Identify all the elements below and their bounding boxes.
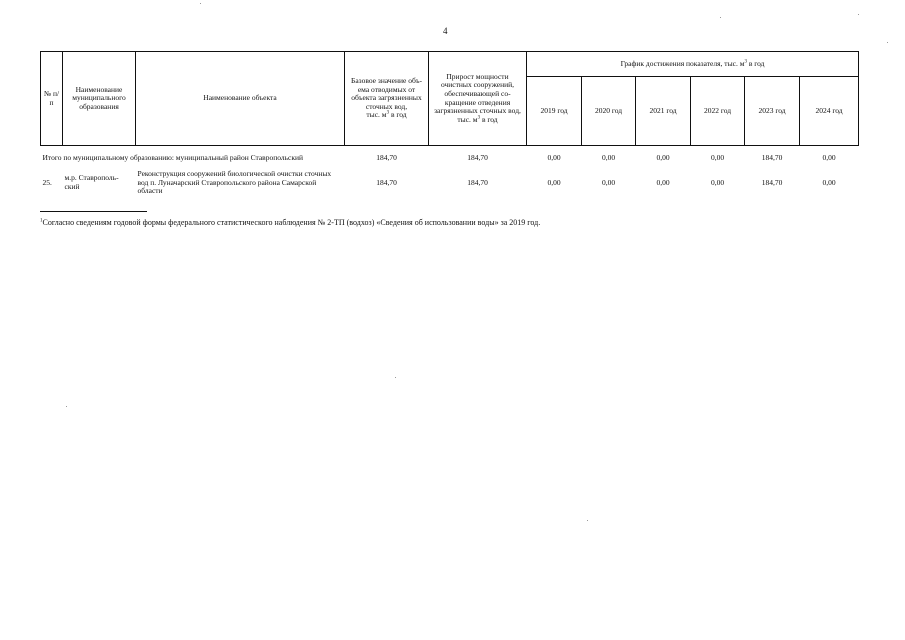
header-schedule-text: График достижения показателя, тыс. м [620, 58, 745, 68]
header-base-volume [345, 52, 429, 146]
table-row [41, 169, 859, 197]
row-num: 25. [42, 177, 52, 187]
header-year-2020: 2020 год [582, 77, 636, 146]
total-2021: 0,00 [656, 152, 670, 162]
total-label: Итого по муниципальному образованию: муниципальный район Ставропольский [42, 152, 304, 162]
header-object: Наименование объекта [136, 52, 345, 146]
row-2019: 0,00 [547, 177, 561, 187]
row-base: 184,70 [376, 177, 397, 187]
total-2023: 184,70 [761, 152, 783, 162]
total-increase: 184,70 [467, 152, 488, 162]
row-increase: 184,70 [467, 177, 488, 187]
header-year-2024: 2024 год [800, 77, 859, 146]
header-schedule [527, 52, 859, 77]
header-year-2021: 2021 год [636, 77, 691, 146]
header-municipality: Наименование муниципального образования [63, 52, 136, 146]
header-year-2022: 2022 год [691, 77, 745, 146]
header-base-text: Базовое значение объ-ема отводимых от объекта загрязненных сточных вод, [351, 75, 422, 111]
header-year-2023: 2023 год [745, 77, 800, 146]
row-2021: 0,00 [656, 177, 670, 187]
row-2024: 0,00 [822, 177, 836, 187]
header-increase-unit: тыс. м [457, 114, 478, 124]
row-2023: 184,70 [761, 177, 783, 187]
header-capacity-increase [429, 52, 527, 146]
header-schedule-sup: 3 [744, 59, 747, 65]
total-2022: 0,00 [710, 152, 725, 162]
header-base-unit: тыс. м [366, 110, 387, 120]
header-schedule-tail: в год [746, 58, 765, 68]
header-increase-text: Прирост мощности очистных сооружений, обеспечивающей со-кращение отведения загрязненных сточных вод, [434, 71, 521, 116]
footnote-divider [40, 211, 147, 212]
header-year-2019: 2019 год [527, 77, 582, 146]
scan-speck [720, 17, 721, 18]
header-num: № п/п [41, 52, 63, 146]
row-2022: 0,00 [710, 177, 725, 187]
scan-speck [887, 42, 888, 43]
footnote [40, 218, 540, 227]
indicator-table [40, 51, 859, 197]
scan-speck [200, 3, 201, 4]
row-2020: 0,00 [601, 177, 616, 187]
total-base: 184,70 [376, 152, 397, 162]
scan-speck [66, 406, 67, 407]
header-base-unit-tail: в год [389, 110, 407, 120]
scan-speck [858, 14, 859, 15]
total-row [41, 146, 859, 170]
scan-speck [395, 377, 396, 378]
total-2024: 0,00 [822, 152, 836, 162]
scan-speck [587, 520, 588, 521]
row-object: Реконструкция сооружений биологической очистки сточных вод п. Луначарский Ставропольского района Самарской области [137, 169, 332, 196]
row-municipality: м.р. Ставрополь-ский [64, 173, 119, 191]
header-increase-sup: 3 [477, 115, 481, 121]
footnote-text: Согласно сведениям годовой формы федерального статистического наблюдения № 2-ТП (водхоз) «Сведения об использовании воды» за 2019 год. [42, 218, 541, 227]
footnote-marker: 1 [40, 218, 43, 224]
header-base-sup: 3 [386, 110, 390, 116]
total-2019: 0,00 [547, 152, 561, 162]
total-2020: 0,00 [601, 152, 616, 162]
header-increase-unit-tail: в год [480, 114, 498, 124]
page-number: 4 [443, 26, 448, 36]
